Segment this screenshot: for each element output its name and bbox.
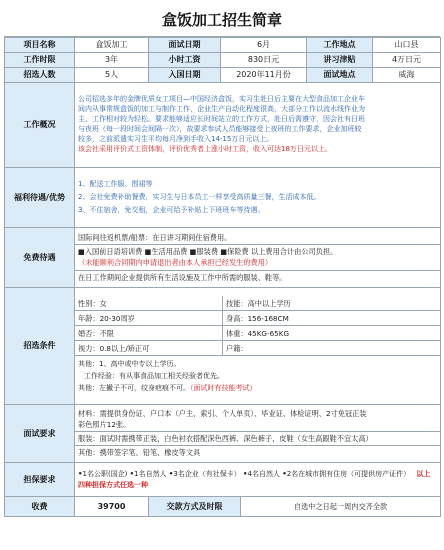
option-bullet-icon: • [129, 470, 135, 478]
overview-row [5, 83, 441, 168]
req-weight: 体重：45KG-65KG [223, 326, 440, 341]
guarantor-option-text: 2名在城市拥有住房（可提供房产证件） [286, 470, 411, 478]
overview-line: 公司招选多年的金牌优质女工项目—中国经济盒饭，实习生赴日后主要在大型食品加工企业车 [78, 95, 365, 104]
value-interview-date: 6月 [221, 38, 307, 53]
item-bullet-icon: ■ [78, 246, 85, 256]
req-height: 身高：156-168CM [223, 311, 440, 326]
fee-amount: 39700 [75, 497, 149, 517]
guarantor-option [169, 470, 241, 478]
item-bullet-icon: ■ [189, 246, 197, 256]
interview-clothes: 服装：面试时需携带正装，白色衬衣搭配深色西裤、深色裤子，皮鞋（女生高跟鞋不宜太高） [75, 432, 440, 446]
interview-other: 其他：携带签字笔、铅笔、橡皮等文具 [78, 448, 201, 457]
label-entry-date: 入国日期 [149, 68, 221, 83]
benefits-row [5, 168, 441, 228]
item-bullet-icon: ■ [144, 246, 152, 256]
value-headcount: 5人 [75, 68, 149, 83]
value-interview-location: 威海 [373, 68, 441, 83]
interview-label: 面试要求 [5, 405, 75, 463]
label-interview-date: 面试日期 [149, 38, 221, 53]
label-interview-location: 面试地点 [307, 68, 373, 83]
benefits-content [75, 168, 441, 228]
option-bullet-icon: • [243, 470, 248, 478]
benefit-item: 2、会社免费补助餐费，实习生与日本员工一样享受高质量三餐，生活成本低。 [78, 192, 321, 201]
label-project-name: 项目名称 [5, 38, 75, 53]
free-line-travel: 国际间往返机票/船票：在日讲习期间住宿费用。 [75, 231, 440, 245]
overview-line: 与夜班（每一段时间会间隔一次），故要求参试人员能够接受上夜班的工作要求，企业加班较 [78, 125, 362, 133]
requirements-grid [75, 296, 440, 356]
recruitment-brochure [4, 3, 440, 548]
requirements-content [75, 288, 441, 405]
req-restriction: 其他：左撇子不可，纹身疤痕不可。 [78, 384, 190, 393]
req-gender: 性别：女 [75, 296, 223, 311]
req-vision: 视力：0.8以上/矫正可 [75, 341, 223, 356]
overview-wage-note: 该会社采用评价式工资体制，评价优秀者上涨小时工资，收入可达18万日元以上。 [78, 144, 332, 153]
free-content [75, 228, 441, 288]
guarantor-option-text: 1名公职(国企) [82, 470, 128, 478]
overview-line: 间内从事常规盒饭的加工与制作工作，企业生产自动化程度很高，大部分工作以流水线作业为 [78, 105, 365, 114]
free-item: 保险费 [227, 246, 249, 256]
option-bullet-icon: • [168, 470, 174, 478]
req-education: 技能：高中以上学历 [223, 296, 440, 311]
value-entry-date: 2020年11月份 [221, 68, 307, 83]
fee-label: 收费 [5, 497, 75, 517]
req-hukou: 户籍： [223, 341, 440, 356]
overview-label: 工作概况 [5, 83, 75, 168]
label-headcount: 招选人数 [5, 68, 75, 83]
free-item: 服装费 [196, 246, 219, 256]
guarantor-option [130, 470, 167, 478]
fee-row [5, 497, 441, 517]
req-other-line: 其他：1、高中或中专以上学历。 [78, 359, 181, 368]
fee-table [4, 496, 441, 517]
benefit-item: 3、不住宿舍，免交租，企业可给予补贴上下班班车等待遇。 [78, 206, 265, 215]
interview-row [5, 405, 441, 463]
guarantor-option [282, 470, 410, 478]
item-bullet-icon: ■ [220, 246, 228, 256]
guarantor-note: 以上四种担保方式任选一种 [78, 470, 431, 489]
req-other-line [78, 382, 437, 394]
guarantor-row [5, 463, 441, 497]
value-hourly-wage: 830日元 [221, 53, 307, 68]
free-items-suffix: 以上费用合计由公司负担。 [251, 246, 338, 256]
overview-line: 较多，之前派遣实习生平均每月净到手收入14-15万日元以上。 [78, 134, 274, 143]
free-line-items [75, 245, 440, 271]
summary-table [4, 37, 441, 83]
guarantor-option-text: 4名自然人 [247, 470, 280, 478]
req-age: 年龄：20-30周岁 [75, 311, 223, 326]
guarantor-option-text: 1名自然人 [134, 470, 167, 478]
option-bullet-icon: • [78, 470, 83, 478]
free-item: 生活用品费 [151, 246, 188, 256]
guarantor-content [75, 463, 441, 497]
label-work-location: 工作地点 [307, 38, 373, 53]
interview-materials-line: 彩色照片12张。 [78, 420, 131, 429]
free-row [5, 228, 441, 288]
summary-row [5, 53, 441, 68]
req-skill-test-note: （面试时有技能考试） [190, 384, 257, 393]
interview-lines [75, 407, 440, 460]
value-work-location: 山口县 [373, 38, 441, 53]
interview-content [75, 405, 441, 463]
summary-row [5, 68, 441, 83]
page-title: 盒饭加工招生简章 [4, 3, 440, 37]
free-item: 入国前日语培训费 [84, 246, 143, 256]
payment-method-value: 自选中之日起一周内交齐全款 [241, 497, 441, 517]
option-bullet-icon: • [282, 470, 287, 478]
details-table [4, 82, 441, 497]
req-marital: 婚否：不限 [75, 326, 223, 341]
value-project-name: 盒饭加工 [75, 38, 149, 53]
interview-materials [75, 407, 440, 432]
label-training-allowance: 讲习津贴 [307, 53, 373, 68]
value-work-term: 3年 [75, 53, 149, 68]
guarantor-label: 担保要求 [5, 463, 75, 497]
overview-line: 主，工作相对较为轻松。要求能够适应长时间站立的工作方式，赴日后需遵守，因会社有日班 [78, 115, 365, 124]
requirements-row [5, 288, 441, 405]
free-line-facilities: 在日工作期间企业提供所有生活设施及工作中所需的服装、鞋等。 [78, 272, 287, 282]
label-work-term: 工作时限 [5, 53, 75, 68]
benefits-label: 福利待遇/优势 [5, 168, 75, 228]
benefit-item: 1、配送工作服、围裙等 [78, 179, 153, 188]
free-label: 免费待遇 [5, 228, 75, 288]
guarantor-option [78, 470, 127, 478]
free-lines [75, 231, 440, 285]
label-hourly-wage: 小时工资 [149, 53, 221, 68]
guarantor-option-text: 3名企业（有社保卡） [173, 470, 241, 478]
guarantor-option [243, 470, 280, 478]
requirements-label: 招选条件 [5, 288, 75, 405]
free-refund-note: （未能顺利合同期内申请退出者由本人承担已经发生的费用） [78, 257, 273, 267]
value-training-allowance: 4万日元 [373, 53, 441, 68]
payment-method-label: 交款方式及时限 [149, 497, 241, 517]
overview-content [75, 83, 441, 168]
interview-materials-line: 材料：需提供身份证、户口本（户主、索引、个人单页）、毕业证、体检证明、2寸免冠正装 [78, 409, 367, 418]
req-other-line: 工作经验：有从事食品加工相关经验者优先。 [84, 371, 224, 380]
summary-row [5, 38, 441, 53]
requirements-others [75, 356, 440, 397]
